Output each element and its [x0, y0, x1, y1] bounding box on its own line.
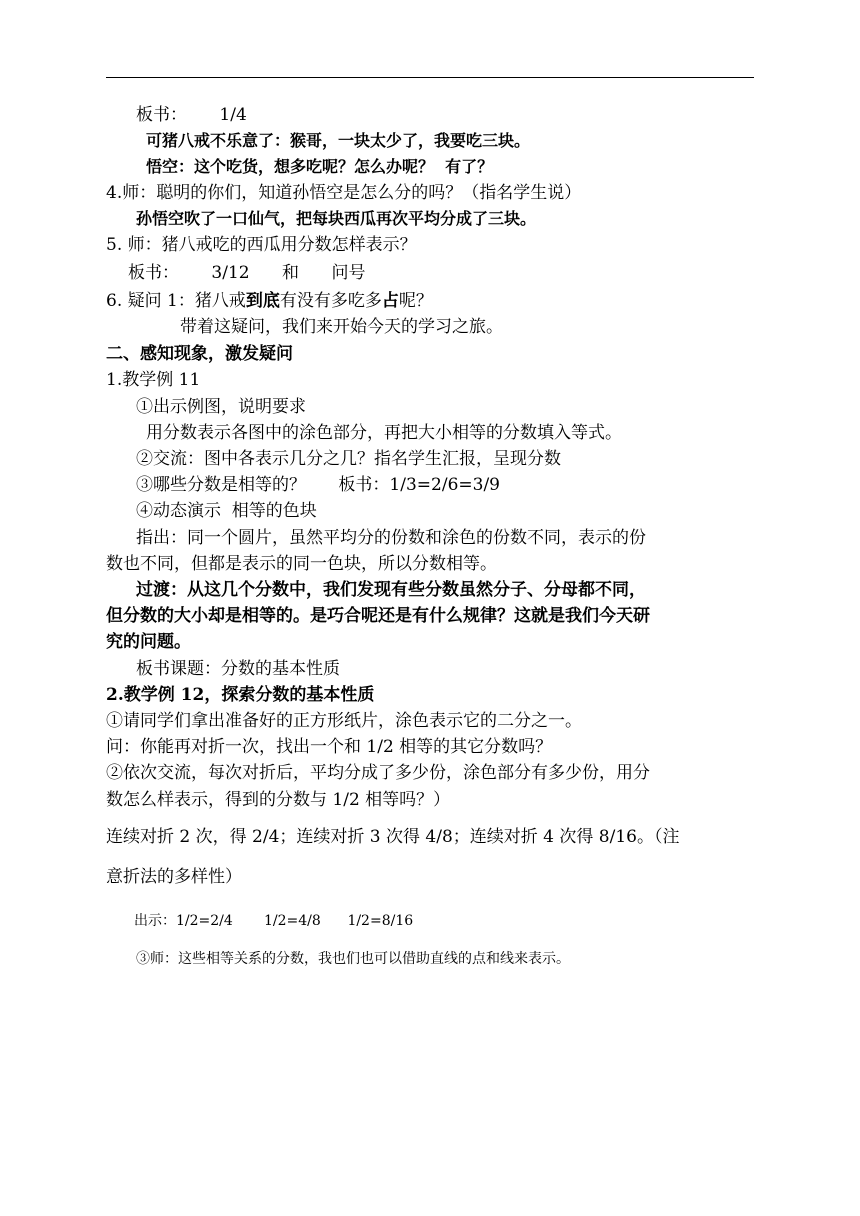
folding-results-line-1: 连续对折 2 次，得 2/4；连续对折 3 次得 4/8；连续对折 4 次得 8/16。（注 — [106, 827, 680, 847]
example-11-step-3: ③哪些分数是相等的？ 板书：1/3=2/6=3/9 — [136, 475, 500, 495]
example-11-heading: 1.教学例 11 — [106, 370, 201, 390]
example-12-step-3: ③师：这些相等关系的分数，我也们也可以借助直线的点和线来表示。 — [136, 951, 570, 967]
journey-intro: 带着这疑问，我们来开始今天的学习之旅。 — [180, 317, 503, 337]
step-6-suffix: 呢？ — [398, 291, 433, 311]
step-6-question — [106, 290, 433, 312]
board-note-3-12: 板书： 3/12 和 问号 — [128, 263, 366, 283]
header-rule — [106, 77, 754, 78]
step-6-emphasis-1: 到底 — [245, 291, 280, 311]
transition-line-1: 过渡：从这几个分数中，我们发现有些分数虽然分子、分母都不同， — [136, 580, 646, 600]
step-6-middle: 有没有多吃多 — [279, 291, 382, 311]
wukong-action: 孙悟空吹了一口仙气，把每块西瓜再次平均分成了三块。 — [136, 209, 537, 228]
step-6-prefix: 6. 疑问 1：猪八戒 — [106, 291, 246, 311]
example-11-step-2: ②交流：图中各表示几分之几？指名学生汇报，呈现分数 — [136, 449, 561, 469]
point-out-line-2: 数也不同，但都是表示的同一色块，所以分数相等。 — [106, 554, 497, 574]
example-12-step-2-line-2: 数怎么样表示，得到的分数与 1/2 相等吗？） — [106, 790, 451, 810]
example-12-step-2-line-1: ②依次交流，每次对折后，平均分成了多少份，涂色部分有多少份，用分 — [106, 763, 650, 783]
example-12-heading: 2.教学例 12，探索分数的基本性质 — [106, 685, 375, 705]
step-4-question: 4.师：聪明的你们，知道孙悟空是怎么分的吗？（指名学生说） — [106, 183, 582, 203]
dialogue-wukong: 悟空：这个吃货，想多吃呢？怎么办呢？ 有了？ — [146, 157, 494, 176]
show-equations: 出示：1/2=2/4 1/2=4/8 1/2=8/16 — [134, 913, 414, 929]
example-12-question: 问：你能再对折一次，找出一个和 1/2 相等的其它分数吗？ — [106, 737, 553, 757]
lesson-title-note: 板书课题：分数的基本性质 — [136, 659, 340, 679]
dialogue-zhu-bajie: 可猪八戒不乐意了：猴哥，一块太少了，我要吃三块。 — [146, 131, 531, 150]
transition-line-2: 但分数的大小却是相等的。是巧合呢还是有什么规律？这就是我们今天研 — [106, 606, 650, 626]
folding-results-line-2: 意折法的多样性） — [106, 867, 242, 887]
example-12-step-1: ①请同学们拿出准备好的正方形纸片，涂色表示它的二分之一。 — [106, 711, 582, 731]
point-out-line-1: 指出：同一个圆片，虽然平均分的份数和涂色的份数不同，表示的份 — [136, 528, 646, 548]
transition-line-3: 究的问题。 — [106, 632, 191, 652]
step-6-emphasis-2: 占 — [381, 291, 399, 311]
example-11-step-4: ④动态演示 相等的色块 — [136, 501, 317, 521]
example-11-requirement: 用分数表示各图中的涂色部分，再把大小相等的分数填入等式。 — [146, 423, 622, 443]
step-5-question: 5. 师：猪八戒吃的西瓜用分数怎样表示？ — [106, 235, 417, 255]
section-2-heading: 二、感知现象，激发疑问 — [106, 344, 293, 364]
example-11-step-1: ①出示例图，说明要求 — [136, 397, 306, 417]
board-note-1-4: 板书： 1/4 — [136, 105, 247, 125]
